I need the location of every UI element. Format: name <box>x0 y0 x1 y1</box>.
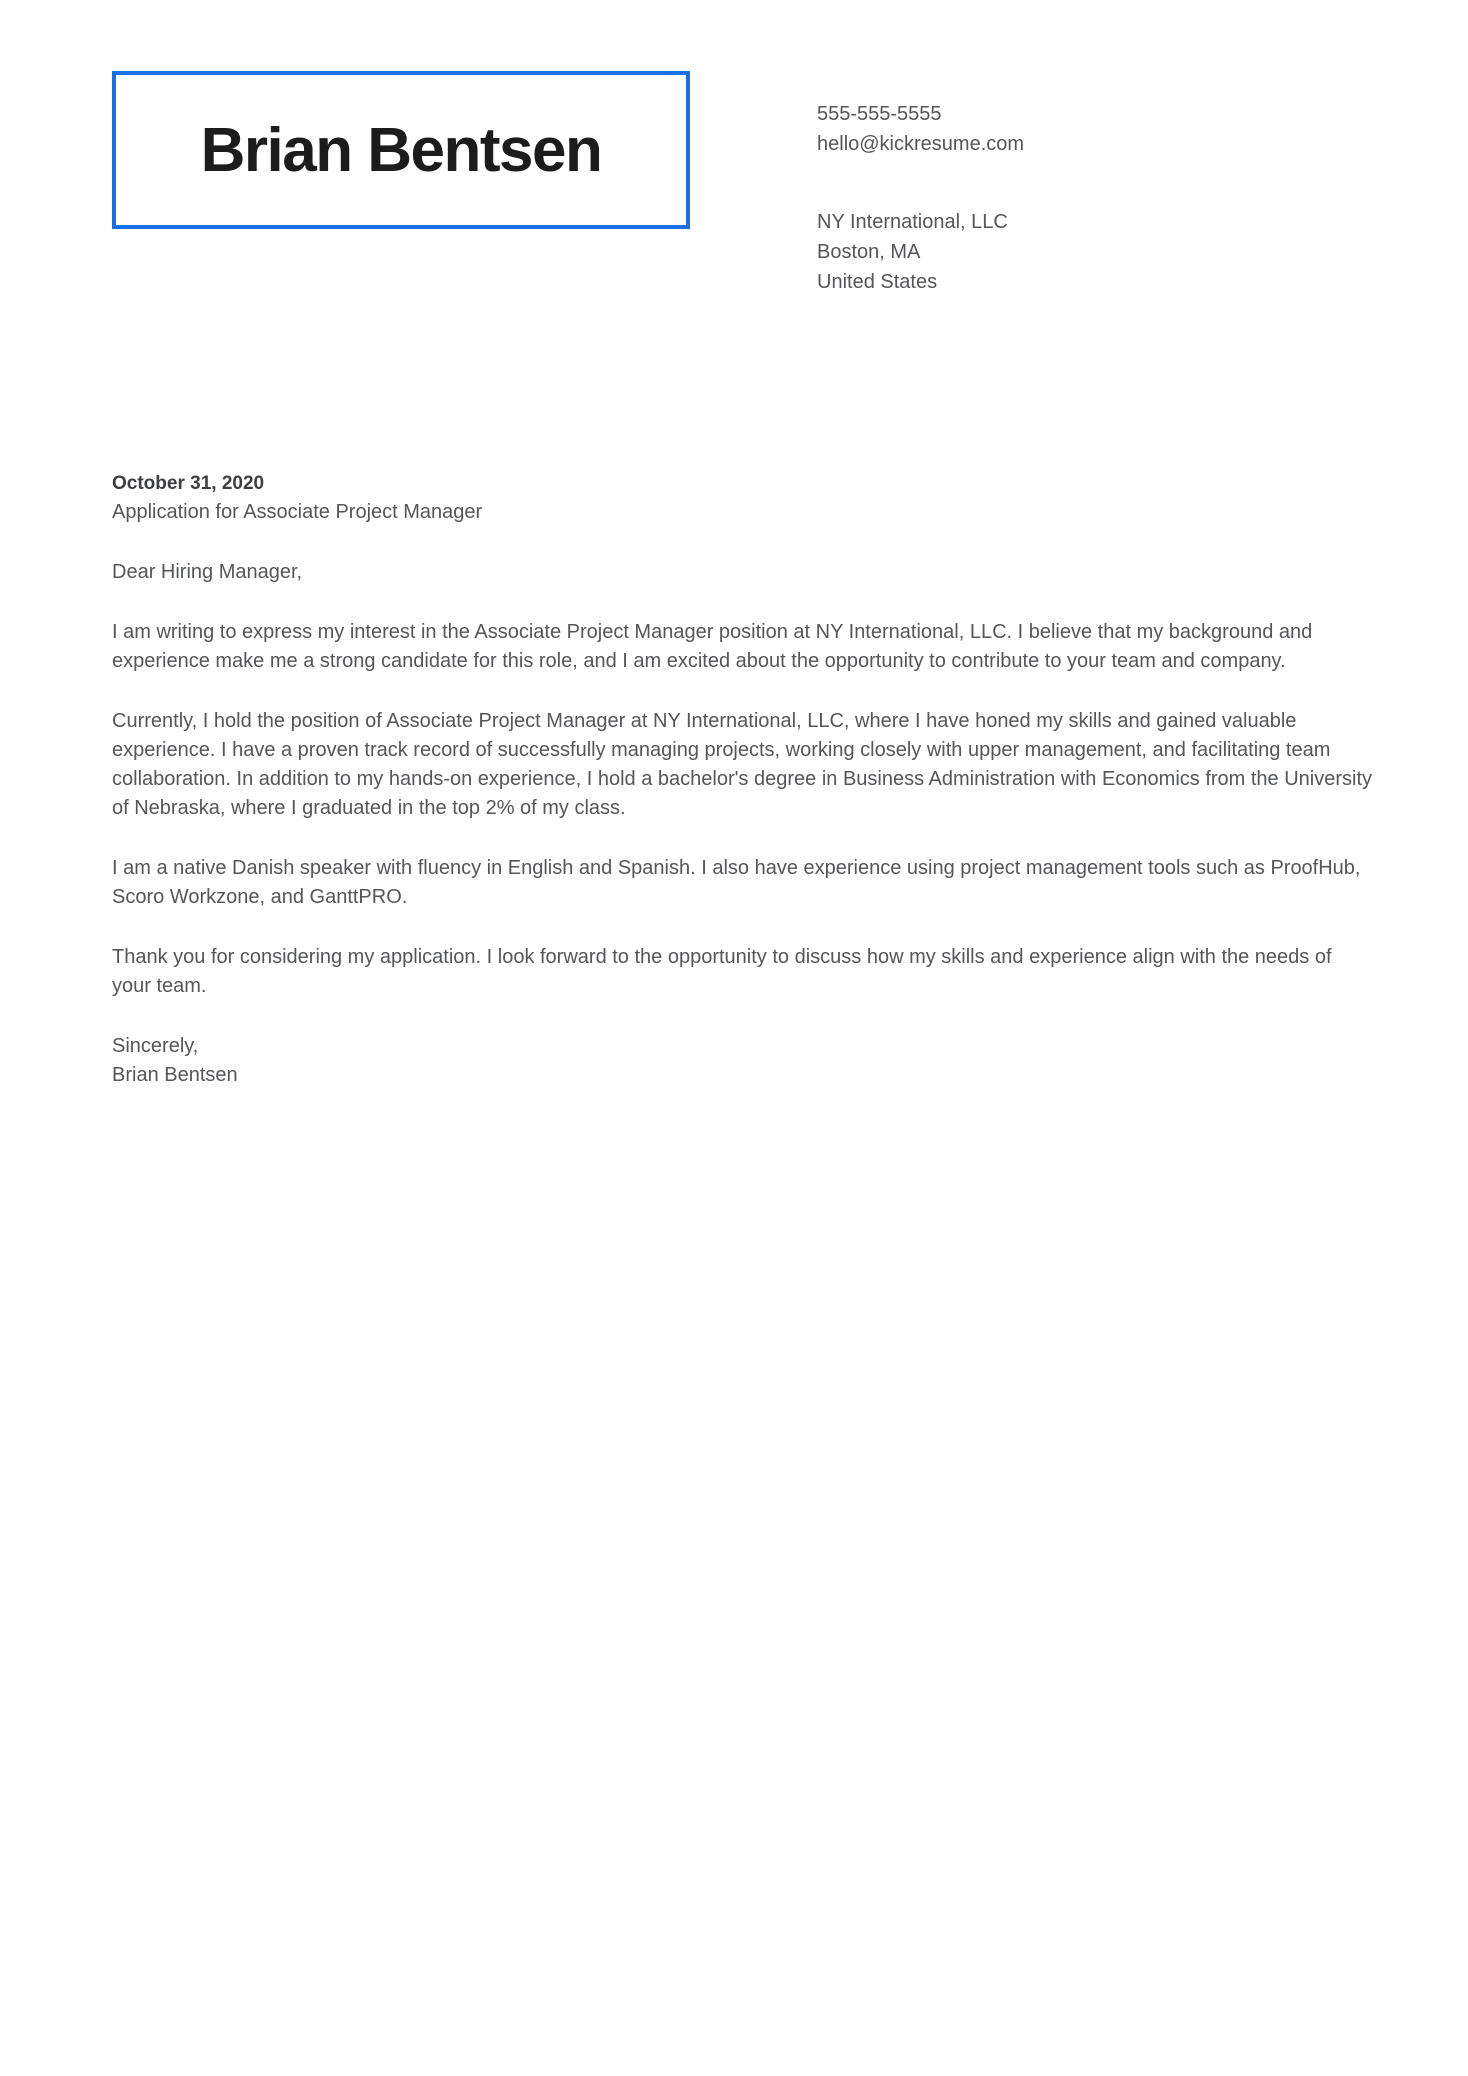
contact-primary <box>817 99 1024 159</box>
letter-body <box>112 469 1374 1090</box>
contact-block <box>817 99 1024 297</box>
name-box <box>112 71 690 229</box>
letter-paragraph-experience: Currently, I hold the position of Associate Project Manager at NY International, LLC, where I have honed my skills and gained valuable experience. I have a proven track record of successfully managing projects, working closely with upper management, and facilitating team collaboration. In addition to my hands-on experience, I hold a bachelor's degree in Business Administration with Economics from the University of Nebraska, where I graduated in the top 2% of my class. <box>112 710 1373 819</box>
contact-country: United States <box>817 271 938 293</box>
contact-city: Boston, MA <box>817 241 921 263</box>
contact-email: hello@kickresume.com <box>817 133 1025 155</box>
contact-phone: 555-555-5555 <box>817 103 942 125</box>
letter-paragraph-thanks: Thank you for considering my application. I look forward to the opportunity to discuss how my skills and experience align with the needs of your team. <box>112 946 1332 997</box>
letter-paragraph-skills: I am a native Danish speaker with fluency in English and Spanish. I also have experience using project management tools such as ProofHub, Scoro Workzone, and GanttPRO. <box>112 857 1361 908</box>
letter-salutation: Dear Hiring Manager, <box>112 561 303 583</box>
letter-closing: Sincerely, <box>112 1035 199 1057</box>
letter-closing-block <box>112 1032 1374 1090</box>
contact-address <box>817 207 1024 297</box>
letter-paragraph-intro: I am writing to express my interest in the Associate Project Manager position at NY International, LLC. I believe that my background and experience make me a strong candidate for this role, and I am excited about the opportunity to contribute to your team and company. <box>112 621 1313 672</box>
contact-company: NY International, LLC <box>817 211 1008 233</box>
letter-date: October 31, 2020 <box>112 473 265 494</box>
letter-signature: Brian Bentsen <box>112 1064 238 1086</box>
letter-subject: Application for Associate Project Manager <box>112 501 483 523</box>
applicant-name: Brian Bentsen <box>200 115 602 185</box>
